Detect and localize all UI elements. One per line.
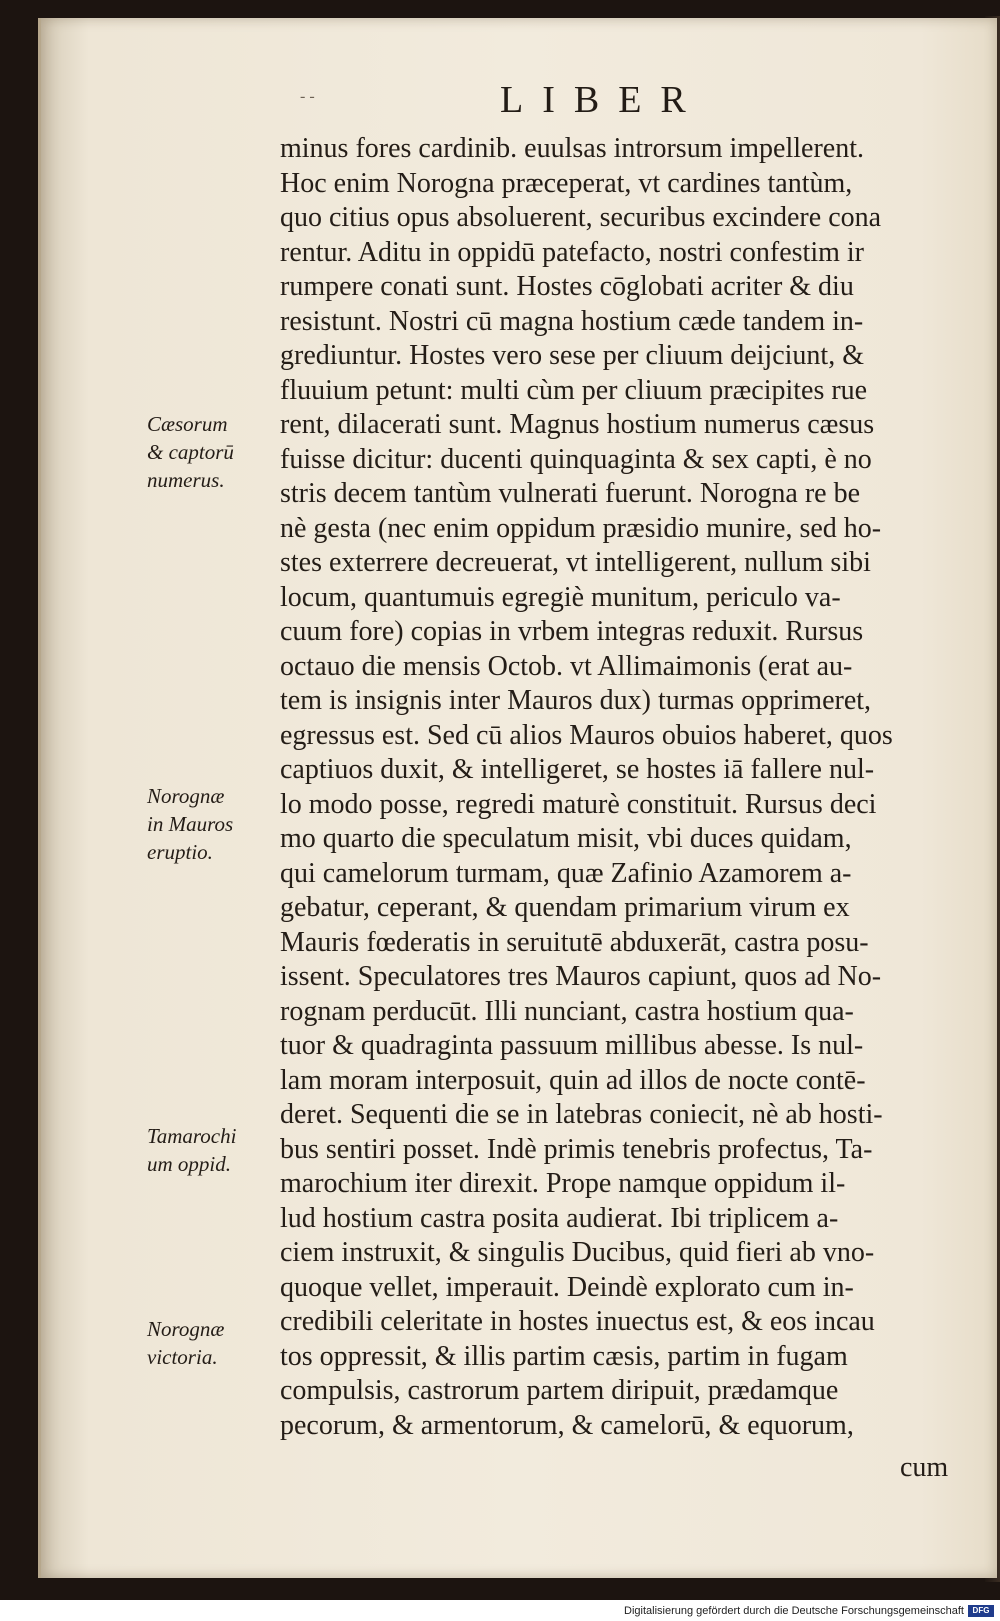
- text-line: egressus est. Sed cū alios Mauros obuios haberet, quos: [280, 719, 893, 751]
- text-line: rent, dilacerati sunt. Magnus hostium numerus cæsus: [280, 409, 875, 440]
- text-line: deret. Sequenti die se in latebras coniecit, nè ab hosti-: [280, 1099, 883, 1130]
- text-line: fluuium petunt: multi cùm per cliuum præcipites rue: [280, 374, 868, 406]
- text-line: rentur. Aditu in oppidū patefacto, nostri confestim ir: [280, 236, 864, 268]
- text-line: pecorum, & armentorum, & camelorū, & equorum,: [280, 1409, 854, 1441]
- text-line: quoque vellet, imperauit. Deindè explorato cum in-: [280, 1271, 854, 1303]
- text-line: mo quarto die speculatum misit, vbi duces quidam,: [280, 823, 852, 854]
- text-line: issent. Speculatores tres Mauros capiunt, quos ad No-: [280, 961, 882, 992]
- text-line: rumpere conati sunt. Hostes cōglobati acriter & diu: [280, 271, 854, 302]
- running-head: LIBER: [500, 79, 705, 121]
- text-line: cuum fore) copias in vrbem integras reduxit. Rursus: [280, 616, 864, 647]
- text-line: quo citius opus absoluerent, securibus excindere cona: [280, 202, 882, 233]
- margin-note-line: numerus.: [147, 468, 225, 492]
- margin-note-line: victoria.: [147, 1345, 218, 1369]
- text-line: tuor & quadraginta passuum millibus abesse. Is nul-: [280, 1030, 864, 1061]
- margin-note-norognae-eruptio: [147, 782, 267, 866]
- text-line: gebatur, ceperant, & quendam primarium virum ex: [280, 892, 850, 923]
- text-line: lud hostium castra posita audierat. Ibi triplicem a-: [280, 1202, 839, 1234]
- text-line: tem is insignis inter Mauros dux) turmas opprimeret,: [280, 685, 872, 716]
- margin-note-caesorum: [147, 410, 267, 494]
- text-line: marochium iter direxit. Prope namque oppidum il-: [280, 1168, 846, 1199]
- text-line: bus sentiri posset. Indè primis tenebris profectus, Ta-: [280, 1133, 873, 1165]
- margin-note-line: in Mauros: [147, 812, 234, 836]
- text-line: Hoc enim Norogna præceperat, vt cardines tantùm,: [280, 167, 853, 199]
- text-line: grediuntur. Hostes vero sese per cliuum deijciunt, &: [280, 340, 864, 371]
- running-head-mark: - -: [300, 88, 315, 105]
- text-line: resistunt. Nostri cū magna hostium cæde tandem in-: [280, 305, 864, 337]
- text-line: octauo die mensis Octob. vt Allimaimonis (erat au-: [280, 650, 853, 682]
- text-line: lam moram interposuit, quin ad illos de nocte contē-: [280, 1064, 866, 1096]
- text-line: stes exterrere decreuerat, vt intelligerent, nullum sibi: [280, 547, 871, 578]
- text-line: rognam perducūt. Illi nunciant, castra hostium qua-: [280, 995, 854, 1027]
- margin-note-norognae-victoria: [147, 1315, 267, 1371]
- margin-note-line: Tamarochi: [147, 1124, 237, 1148]
- digitization-credit: Digitalisierung gefördert durch die Deutsche Forschungsgemeinschaft: [624, 1605, 964, 1617]
- text-line: fuisse dicitur: ducenti quinquaginta & sex capti, è no: [280, 443, 872, 475]
- text-line: compulsis, castrorum partem diripuit, prædamque: [280, 1375, 839, 1406]
- margin-note-line: Norognæ: [147, 784, 225, 808]
- margin-note-line: eruptio.: [147, 840, 213, 864]
- margin-note-line: Norognæ: [147, 1317, 225, 1341]
- text-line: Mauris fœderatis in seruitutē abduxerāt, castra posu-: [280, 926, 869, 958]
- margin-note-line: Cæsorum: [147, 412, 228, 436]
- text-line: lo modo posse, regredi maturè constituit. Rursus deci: [280, 788, 877, 820]
- text-line: nè gesta (nec enim oppidum præsidio munire, sed ho-: [280, 512, 882, 544]
- text-line: ciem instruxit, & singulis Ducibus, quid fieri ab vno-: [280, 1237, 875, 1268]
- text-line: tos oppressit, & illis partim cæsis, partim in fugam: [280, 1340, 848, 1372]
- text-line: qui camelorum turmam, quæ Zafinio Azamorem a-: [280, 857, 852, 889]
- text-line: credibili celeritate in hostes inuectus est, & eos incau: [280, 1306, 875, 1337]
- margin-note-tamarochium: [147, 1122, 267, 1178]
- dfg-logo: DFG: [968, 1605, 994, 1617]
- text-line: stris decem tantùm vulnerati fuerunt. Norogna re be: [280, 478, 861, 509]
- catchword: cum: [900, 1452, 949, 1483]
- text-line: locum, quantumuis egregiè munitum, periculo va-: [280, 581, 841, 613]
- text-line: minus fores cardinib. euulsas introrsum impellerent.: [280, 133, 864, 164]
- margin-note-line: um oppid.: [147, 1152, 231, 1176]
- margin-note-line: & captorū: [147, 440, 234, 464]
- text-line: captiuos duxit, & intelligeret, se hostes iā fallere nul-: [280, 754, 875, 785]
- main-text-block: [280, 132, 980, 1443]
